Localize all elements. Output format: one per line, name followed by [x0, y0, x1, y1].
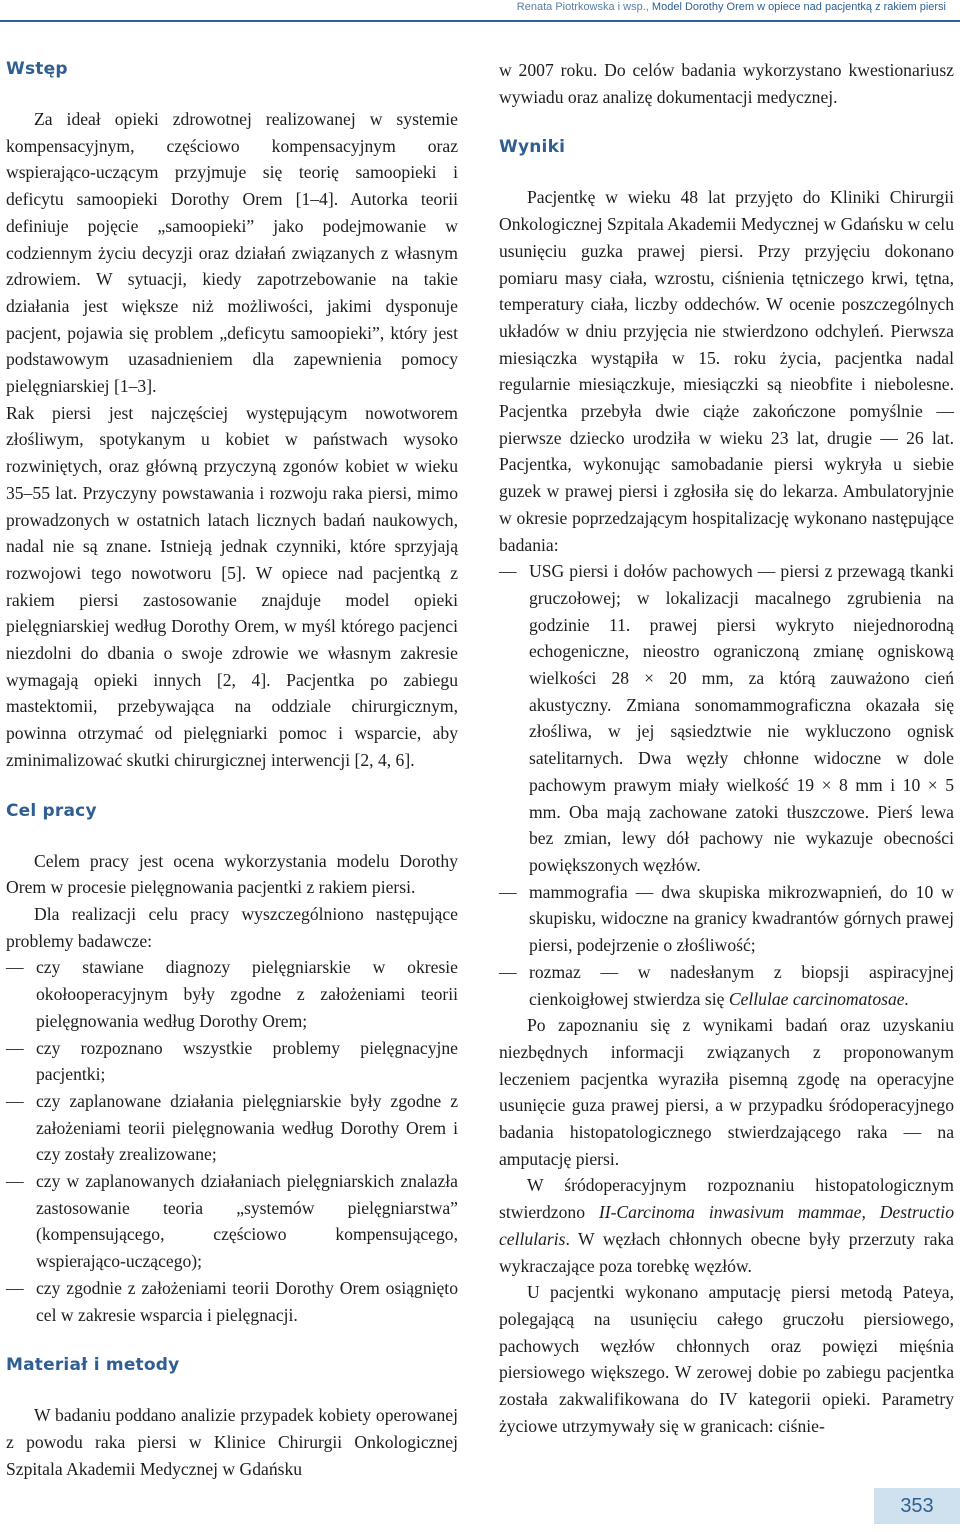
list-item: — czy w zaplanowanych działaniach pielęgniarskich znalazła zastosowanie teoria „systemów pielęgniarstwa” (kompensującego, częściowo kompensującego, wspierająco-uczącego); — [6, 1168, 458, 1275]
list-item: — czy zaplanowane działania pielęgniarskie były zgodne z założeniami teorii pielęgnowania według Dorothy Orem i czy zostały zrealizowane; — [6, 1088, 458, 1168]
list-item: — USG piersi i dołów pachowych — piersi z przewagą tkanki gruczołowej; w lokalizacji macalnego zgrubienia na godzinie 11. prawej piersi wykryto niejednorodną echogeniczne, nieostro ograniczoną zmianę ogniskową wielkości 28 × 20 mm, za którą zauważono cień akustyczny. Zmiana sonomammograficzna okazała się złośliwa, w jej sąsiedztwie nie wykluczono ognisk satelitarnych. Dwa węzły chłonne widoczne w dole pachowym prawym miały wielkość 19 × 8 mm i 10 × 5 mm. Oba mają zachowane zatoki tłuszczowe. Pierś lewa bez zmian, lewy dół pachowy nie wykazuje obecności powiększonych węzłów. — [499, 558, 954, 878]
results-heading: Wyniki — [499, 137, 566, 158]
results-paragraph-3 — [499, 1172, 954, 1279]
aim-paragraph-1: Celem pracy jest ocena wykorzystania modelu Dorothy Orem w procesie pielęgnowania pacjentki z rakiem piersi. — [6, 850, 458, 898]
right-column — [499, 57, 954, 1439]
list-item-italic: Cellulae carcinomatosae. — [728, 988, 909, 1009]
list-item: — czy stawiane diagnozy pielęgniarskie w okresie okołooperacyjnym były zgodne z założeniami teorii pielęgnowania według Dorothy Orem; — [6, 954, 458, 1034]
left-column — [6, 56, 458, 1482]
intro-paragraph-2: Rak piersi jest najczęściej występującym nowotworem złośliwym, spotykanym u kobiet w państwach wysoko rozwiniętych, oraz główną przyczyną zgonów kobiet w wieku 35–55 lat. Przyczyny powstawania i rozwoju raka piersi, mimo prowadzonych w ostatnich latach licznych badań naukowych, nadal nie są znane. Istnieją jednak czynniki, które sprzyjają rozwojowi tego nowotworu [5]. W opiece nad pacjentką z rakiem piersi zastosowanie znajduje model opieki pielęgniarskiej według Dorothy Orem, w myśl którego pacjenci niezdolni do dbania o swoje zdrowie we własnym zakresie wymagają opieki innych [2, 4]. Pacjentka po zabiegu mastektomii, przebywająca na oddziale chirurgicznym, powinna otrzymać od pielęgniarki pomoc i wsparcie, aby zminimalizować skutki chirurgicznej interwencji [2, 4, 6]. — [6, 402, 458, 770]
results-paragraph-2: Po zapoznaniu się z wynikami badań oraz uzyskaniu niezbędnych informacji związanych z proponowanym leczeniem pacjentka wyraziła pisemną zgodę na operacyjne usunięcie guza prawej piersi, a w przypadku śródoperacyjnego badania histopatologicznego stwierdzającego raka — na amputację piersi. — [499, 1015, 954, 1169]
intro-heading: Wstęp — [6, 59, 68, 79]
methods-paragraph-continued: w 2007 roku. Do celów badania wykorzystano kwestionariusz wywiadu oraz analizę dokumentacji medycznej. — [499, 60, 954, 107]
research-problems-list — [6, 954, 458, 1328]
results-paragraph-1: Pacjentkę w wieku 48 lat przyjęto do Kliniki Chirurgii Onkologicznej Szpitala Akademii Medycznej w Gdańsku w celu usunięciu guzka prawej piersi. Przy przyjęciu dokonano pomiaru masy ciała, wzrostu, ciśnienia tętniczego krwi, tętna, temperatury ciała, liczby oddechów. W ocenie poszczególnych układów w dniu przyjęcia nie stwierdzono odchyleń. Pierwsza miesiączka wystąpiła w 15. roku życia, pacjentka nadal regularnie miesiączkuje, miesiączki są nieobfite i niebolesne. Pacjentka przebyła dwie ciąże zakończone pomyślnie — pierwsze dziecko urodziła w wieku 23 lat, drugie — 26 lat. Pacjentka, wykonując samobadanie piersi wykryła u siebie guzek w prawej piersi i zgłosiła się do lekarza. Ambulatoryjnie w okresie poprzedzającym hospitalizację wykonano następujące badania: — [499, 187, 954, 555]
examinations-list — [499, 558, 954, 1012]
running-head — [517, 0, 946, 16]
aim-heading: Cel pracy — [6, 800, 97, 821]
list-item: — mammografia — dwa skupiska mikrozwapnień, do 10 w skupisku, widoczne na granicy kwadrantów górnych prawej piersi, podejrzenie o złośliwość; — [499, 879, 954, 959]
page-number: 353 — [874, 1488, 960, 1524]
list-item: — czy rozpoznano wszystkie problemy pielęgnacyjne pacjentki; — [6, 1035, 458, 1088]
methods-heading: Materiał i metody — [6, 1355, 180, 1376]
diagnosis-italic: II-Carcinoma inwasivum mammae, Destructio cellularis — [499, 1202, 954, 1249]
intro-paragraph-1: Za ideał opieki zdrowotnej realizowanej w systemie kompensacyjnym, częściowo kompensacyjnym oraz wspierająco-uczącym przyjmuje się teorię samoopieki i deficytu samoopieki Dorothy Orem [1–4]. Autorka teorii definiuje pojęcie „samoopieki” jako podejmowanie w codziennym życiu decyzji oraz działań związanych z własnym zdrowiem. W sytuacji, kiedy zapotrzebowanie na takie działania jest większe niż możliwości, jakimi dysponuje pacjent, pojawia się problem „deficytu samoopieki”, który jest podstawowym uzasadnieniem dla zapewnienia pomocy pielęgniarskiej [1–3]. — [6, 109, 458, 397]
list-item-text: rozmaz — w nadesłanym z biopsji aspiracyjnej cienkoigłowej stwierdza się — [529, 961, 954, 1009]
results-paragraph-4: U pacjentki wykonano amputację piersi metodą Pateya, polegającą na usunięciu całego gruczołu piersiowego, pachowych węzłów chłonnych oraz powięzi mięśnia piersiowego większego. W zerowej dobie po zabiegu pacjentka została zakwalifikowana do IV kategorii opieki. Parametry życiowe utrzymywały się w granicach: ciśnie- — [499, 1282, 954, 1436]
running-head-title: Model Dorothy Orem w opiece nad pacjentką z rakiem piersi — [651, 1, 946, 13]
list-item — [499, 959, 954, 1012]
list-item: — czy zgodnie z założeniami teorii Dorothy Orem osiągnięto cel w zakresie wsparcia i pielęgnacji. — [6, 1275, 458, 1328]
paragraph-text: W śródoperacyjnym rozpoznaniu histopatologicznym stwierdzono — [499, 1175, 954, 1223]
paragraph-text: . W węzłach chłonnych obecne były przerzuty raka wykraczające poza torebkę węzłów. — [499, 1228, 954, 1276]
header-rule — [0, 20, 960, 22]
running-head-authors: Renata Piotrkowska i wsp., — [516, 1, 649, 13]
methods-paragraph: W badaniu poddano analizie przypadek kobiety operowanej z powodu raka piersi w Klinice Chirurgii Onkologicznej Szpitala Akademii Medycznej w Gdańsku — [6, 1405, 458, 1479]
aim-paragraph-2: Dla realizacji celu pracy wyszczególniono następujące problemy badawcze: — [6, 903, 458, 951]
